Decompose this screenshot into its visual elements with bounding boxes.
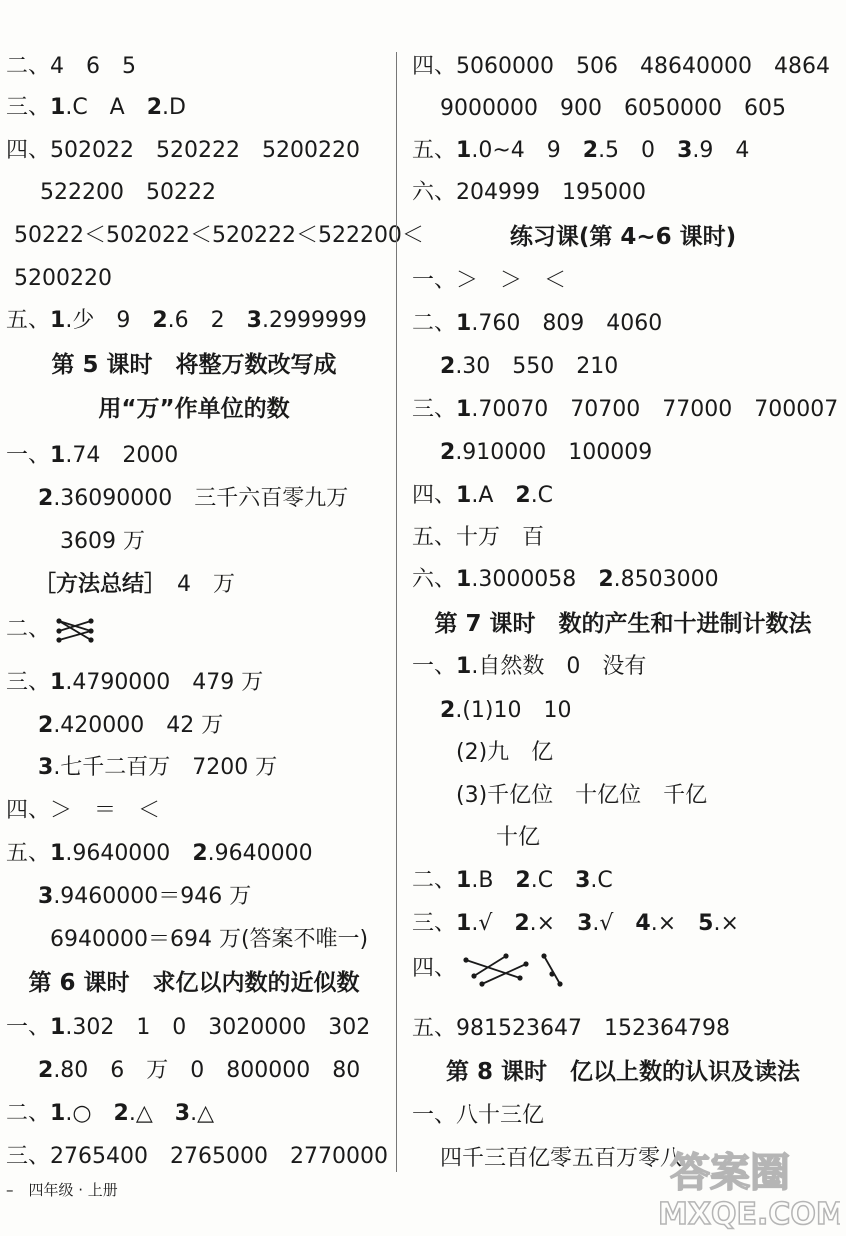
answer-text: .C <box>590 868 613 893</box>
answer-line <box>6 796 160 826</box>
answer-line <box>38 484 348 514</box>
section-heading: 用“万”作单位的数 <box>98 396 290 422</box>
answer-text: .(1)10 10 <box>455 698 572 723</box>
answer-text: 2 <box>440 440 456 465</box>
answer-text: 1 <box>456 397 472 422</box>
answer-line <box>6 306 367 336</box>
answer-text: 50222＜502022＜520222＜522200＜ <box>14 223 424 248</box>
answer-line <box>38 753 277 783</box>
answer-line <box>34 570 235 600</box>
answer-text: .302 1 0 3020000 302 <box>65 1015 371 1040</box>
answer-text: 五、 <box>6 308 51 333</box>
section-heading: 第 7 课时 数的产生和十进制计数法 <box>434 611 812 637</box>
answer-line <box>412 136 749 166</box>
answer-text: 522200 50222 <box>40 180 216 205</box>
answer-text: 五、981523647 152364798 <box>412 1016 730 1041</box>
answer-text: 6940000＝694 万(答案不唯一) <box>50 927 369 952</box>
answer-text: .5 0 <box>598 138 678 163</box>
answer-text: 2 <box>192 841 208 866</box>
answer-text: .× <box>650 911 699 936</box>
answer-line <box>6 615 96 645</box>
answer-text: .○ <box>65 1101 114 1126</box>
matching-lines-diagram <box>460 950 570 988</box>
answer-line <box>412 395 838 425</box>
answer-text: 2 <box>515 483 531 508</box>
answer-text: 5 <box>698 911 714 936</box>
answer-line <box>6 1142 388 1172</box>
answer-text: 4 <box>635 911 651 936</box>
answer-line <box>412 178 646 208</box>
answer-text: 3 <box>38 755 54 780</box>
answer-line <box>440 94 786 124</box>
answer-text: .4790000 479 万 <box>65 670 264 695</box>
match-dot <box>517 975 522 980</box>
answer-line <box>412 266 566 296</box>
answer-text: 3 <box>575 868 591 893</box>
answer-line <box>40 178 216 208</box>
answer-line <box>14 264 112 294</box>
answer-text: .△ <box>128 1101 175 1126</box>
answer-line <box>14 221 424 251</box>
answer-text: 三、 <box>412 911 457 936</box>
answer-text: 一、 <box>412 654 457 679</box>
answer-text: 1 <box>456 911 472 936</box>
column-divider <box>396 52 397 1172</box>
answer-text: 1 <box>456 567 472 592</box>
answer-text: 1 <box>50 443 66 468</box>
answer-text: 4 万 <box>155 572 236 597</box>
answer-text: 3 <box>677 138 693 163</box>
answer-text: .C A <box>65 95 147 120</box>
answer-text: .D <box>162 95 186 120</box>
answer-line <box>38 711 223 741</box>
answer-text: .自然数 0 没有 <box>471 654 647 679</box>
answer-text: .× <box>713 911 739 936</box>
answer-line <box>440 1144 682 1174</box>
match-dot <box>523 961 528 966</box>
answer-line <box>6 668 263 698</box>
match-dot <box>88 618 93 623</box>
answer-text: 三、2765400 2765000 2770000 <box>6 1144 388 1169</box>
answer-line <box>38 882 251 912</box>
answer-line <box>412 950 570 980</box>
answer-line <box>6 839 313 869</box>
answer-text: 一、＞ ＞ ＜ <box>412 268 567 293</box>
answer-line <box>440 696 571 726</box>
answer-text: 1 <box>50 308 66 333</box>
answer-text: 2 <box>152 308 168 333</box>
answer-text: .9460000＝946 万 <box>53 884 252 909</box>
answer-text: 一、 <box>6 1015 51 1040</box>
match-line <box>59 621 91 640</box>
answer-text: 六、 <box>412 567 457 592</box>
answer-text: 2 <box>582 138 599 163</box>
watermark-logo <box>650 1140 840 1232</box>
watermark-text: 答案圈 <box>670 1150 790 1196</box>
answer-text: 3609 万 <box>60 529 145 554</box>
answer-text: 2 <box>38 1058 54 1083</box>
answer-text: 1 <box>50 1101 66 1126</box>
answer-line <box>496 823 540 853</box>
answer-text: 二、 <box>412 868 457 893</box>
answer-text: .3000058 <box>471 567 599 592</box>
answer-line <box>412 866 613 896</box>
answer-text: .△ <box>190 1101 214 1126</box>
answer-text: .√ <box>471 911 515 936</box>
answer-text: 六、204999 195000 <box>412 180 646 205</box>
answer-line <box>412 523 544 553</box>
match-dot <box>56 628 61 633</box>
answer-text: 五、 <box>412 138 457 163</box>
answer-text: 十亿 <box>496 825 541 850</box>
match-dot <box>88 637 93 642</box>
answer-line <box>60 527 145 557</box>
answer-text: .× <box>529 911 578 936</box>
answer-text: 9000000 900 6050000 605 <box>440 96 786 121</box>
answer-text: .910000 100009 <box>455 440 653 465</box>
answer-text: .√ <box>592 911 636 936</box>
answer-text: 2 <box>440 698 456 723</box>
answer-line <box>456 781 707 811</box>
answer-text: .A <box>471 483 516 508</box>
answer-text: 2 <box>514 911 530 936</box>
match-dot <box>471 973 476 978</box>
answer-text: 二、 <box>6 1101 51 1126</box>
answer-text: 四、502022 520222 5200220 <box>6 138 360 163</box>
answer-line <box>412 652 646 682</box>
match-dot <box>549 971 554 976</box>
match-dot <box>56 618 61 623</box>
answer-text: .少 9 <box>65 308 153 333</box>
watermark-url: MXQE.COM <box>658 1197 840 1232</box>
answer-text: .C <box>530 483 554 508</box>
answer-text: (2)九 亿 <box>456 740 554 765</box>
answer-line <box>6 1013 370 1043</box>
answer-text: .2999999 <box>261 308 367 333</box>
answer-text: ［方法总结］ <box>34 572 156 597</box>
answer-text: 1 <box>456 311 472 336</box>
answer-line <box>412 1101 544 1131</box>
answer-line <box>6 136 360 166</box>
answer-text: 1 <box>50 1015 66 1040</box>
answer-text: 2 <box>146 95 163 120</box>
answer-text: 1 <box>50 95 66 120</box>
match-dot <box>88 628 93 633</box>
answer-text: 二、4 6 5 <box>6 54 136 79</box>
answer-text: 四、5060000 506 48640000 4864 <box>412 54 830 79</box>
answer-text: 3 <box>174 1101 191 1126</box>
answer-text: 三、 <box>412 397 457 422</box>
answer-text: 二、 <box>412 311 457 336</box>
match-line <box>474 956 506 976</box>
answer-line <box>456 738 553 768</box>
answer-line <box>6 441 178 471</box>
answer-text: 3 <box>38 884 54 909</box>
answer-text: .6 2 <box>167 308 247 333</box>
answer-text: 1 <box>456 654 472 679</box>
answer-line <box>440 438 652 468</box>
answer-text: 5200220 <box>14 266 112 291</box>
section-heading: 第 8 课时 亿以上数的认识及读法 <box>445 1059 801 1085</box>
answer-line <box>412 1014 730 1044</box>
answer-text: 1 <box>456 138 472 163</box>
answer-text: .9640000 <box>207 841 313 866</box>
answer-text: 四、 <box>412 483 457 508</box>
answer-text: 一、八十三亿 <box>412 1103 545 1128</box>
answer-text: 1 <box>456 868 472 893</box>
answer-text: .36090000 三千六百零九万 <box>53 486 349 511</box>
answer-text: .30 550 210 <box>455 354 619 379</box>
match-dot <box>56 637 61 642</box>
answer-text: .8503000 <box>613 567 719 592</box>
answer-line <box>6 52 136 82</box>
answer-text: .70070 70700 77000 700007 <box>471 397 839 422</box>
answer-text: 五、十万 百 <box>412 525 545 550</box>
matching-lines-diagram <box>54 615 96 645</box>
answer-line <box>412 52 830 82</box>
answer-text: 3 <box>577 911 593 936</box>
answer-text: 2 <box>440 354 456 379</box>
answer-text: .C <box>530 868 576 893</box>
answer-text: 四、 <box>412 956 457 981</box>
answer-text: 四千三百亿零五百万零八 <box>440 1146 683 1171</box>
section-heading: 第 6 课时 求亿以内数的近似数 <box>28 970 360 996</box>
page-footer: – 四年级 · 上册 <box>6 1181 118 1199</box>
match-dot <box>557 981 562 986</box>
answer-text: 3 <box>246 308 262 333</box>
answer-text: .80 6 万 0 800000 80 <box>53 1058 361 1083</box>
answer-text: (3)千亿位 十亿位 千亿 <box>456 783 708 808</box>
answer-text: 三、 <box>6 670 51 695</box>
answer-text: .760 809 4060 <box>471 311 663 336</box>
answer-line <box>6 1099 214 1129</box>
answer-text: .9640000 <box>65 841 193 866</box>
answer-text: .B <box>471 868 516 893</box>
answer-text: .74 2000 <box>65 443 179 468</box>
match-line <box>544 956 560 984</box>
match-dot <box>463 957 468 962</box>
answer-text: 1 <box>50 670 66 695</box>
section-heading: 练习课(第 4~6 课时) <box>509 224 737 250</box>
answer-text: 2 <box>113 1101 129 1126</box>
answer-line <box>50 925 368 955</box>
answer-line <box>6 93 186 123</box>
answer-line <box>440 352 618 382</box>
answer-line <box>412 309 662 339</box>
answer-text: 2 <box>515 868 531 893</box>
answer-line <box>38 1056 360 1086</box>
answer-text: 2 <box>38 486 54 511</box>
answer-text: 2 <box>598 567 614 592</box>
answer-text: .9 4 <box>692 138 750 163</box>
answer-text: 四、＞ ＝ ＜ <box>6 798 161 823</box>
answer-line <box>412 481 553 511</box>
answer-text: 五、 <box>6 841 51 866</box>
match-dot <box>503 953 508 958</box>
answer-line <box>412 565 719 595</box>
answer-text: .七千二百万 7200 万 <box>53 755 278 780</box>
answer-text: 1 <box>456 483 472 508</box>
answer-text: 三、 <box>6 95 51 120</box>
answer-line <box>412 909 739 939</box>
section-heading: 第 5 课时 将整万数改写成 <box>51 352 337 378</box>
match-line <box>59 631 91 640</box>
answer-text: .420000 42 万 <box>53 713 224 738</box>
match-dot <box>479 981 484 986</box>
answer-text: .0~4 9 <box>471 138 583 163</box>
answer-text: 一、 <box>6 443 51 468</box>
answer-text: 二、 <box>6 617 51 642</box>
answer-text: 1 <box>50 841 66 866</box>
match-dot <box>541 953 546 958</box>
answer-text: 2 <box>38 713 54 738</box>
